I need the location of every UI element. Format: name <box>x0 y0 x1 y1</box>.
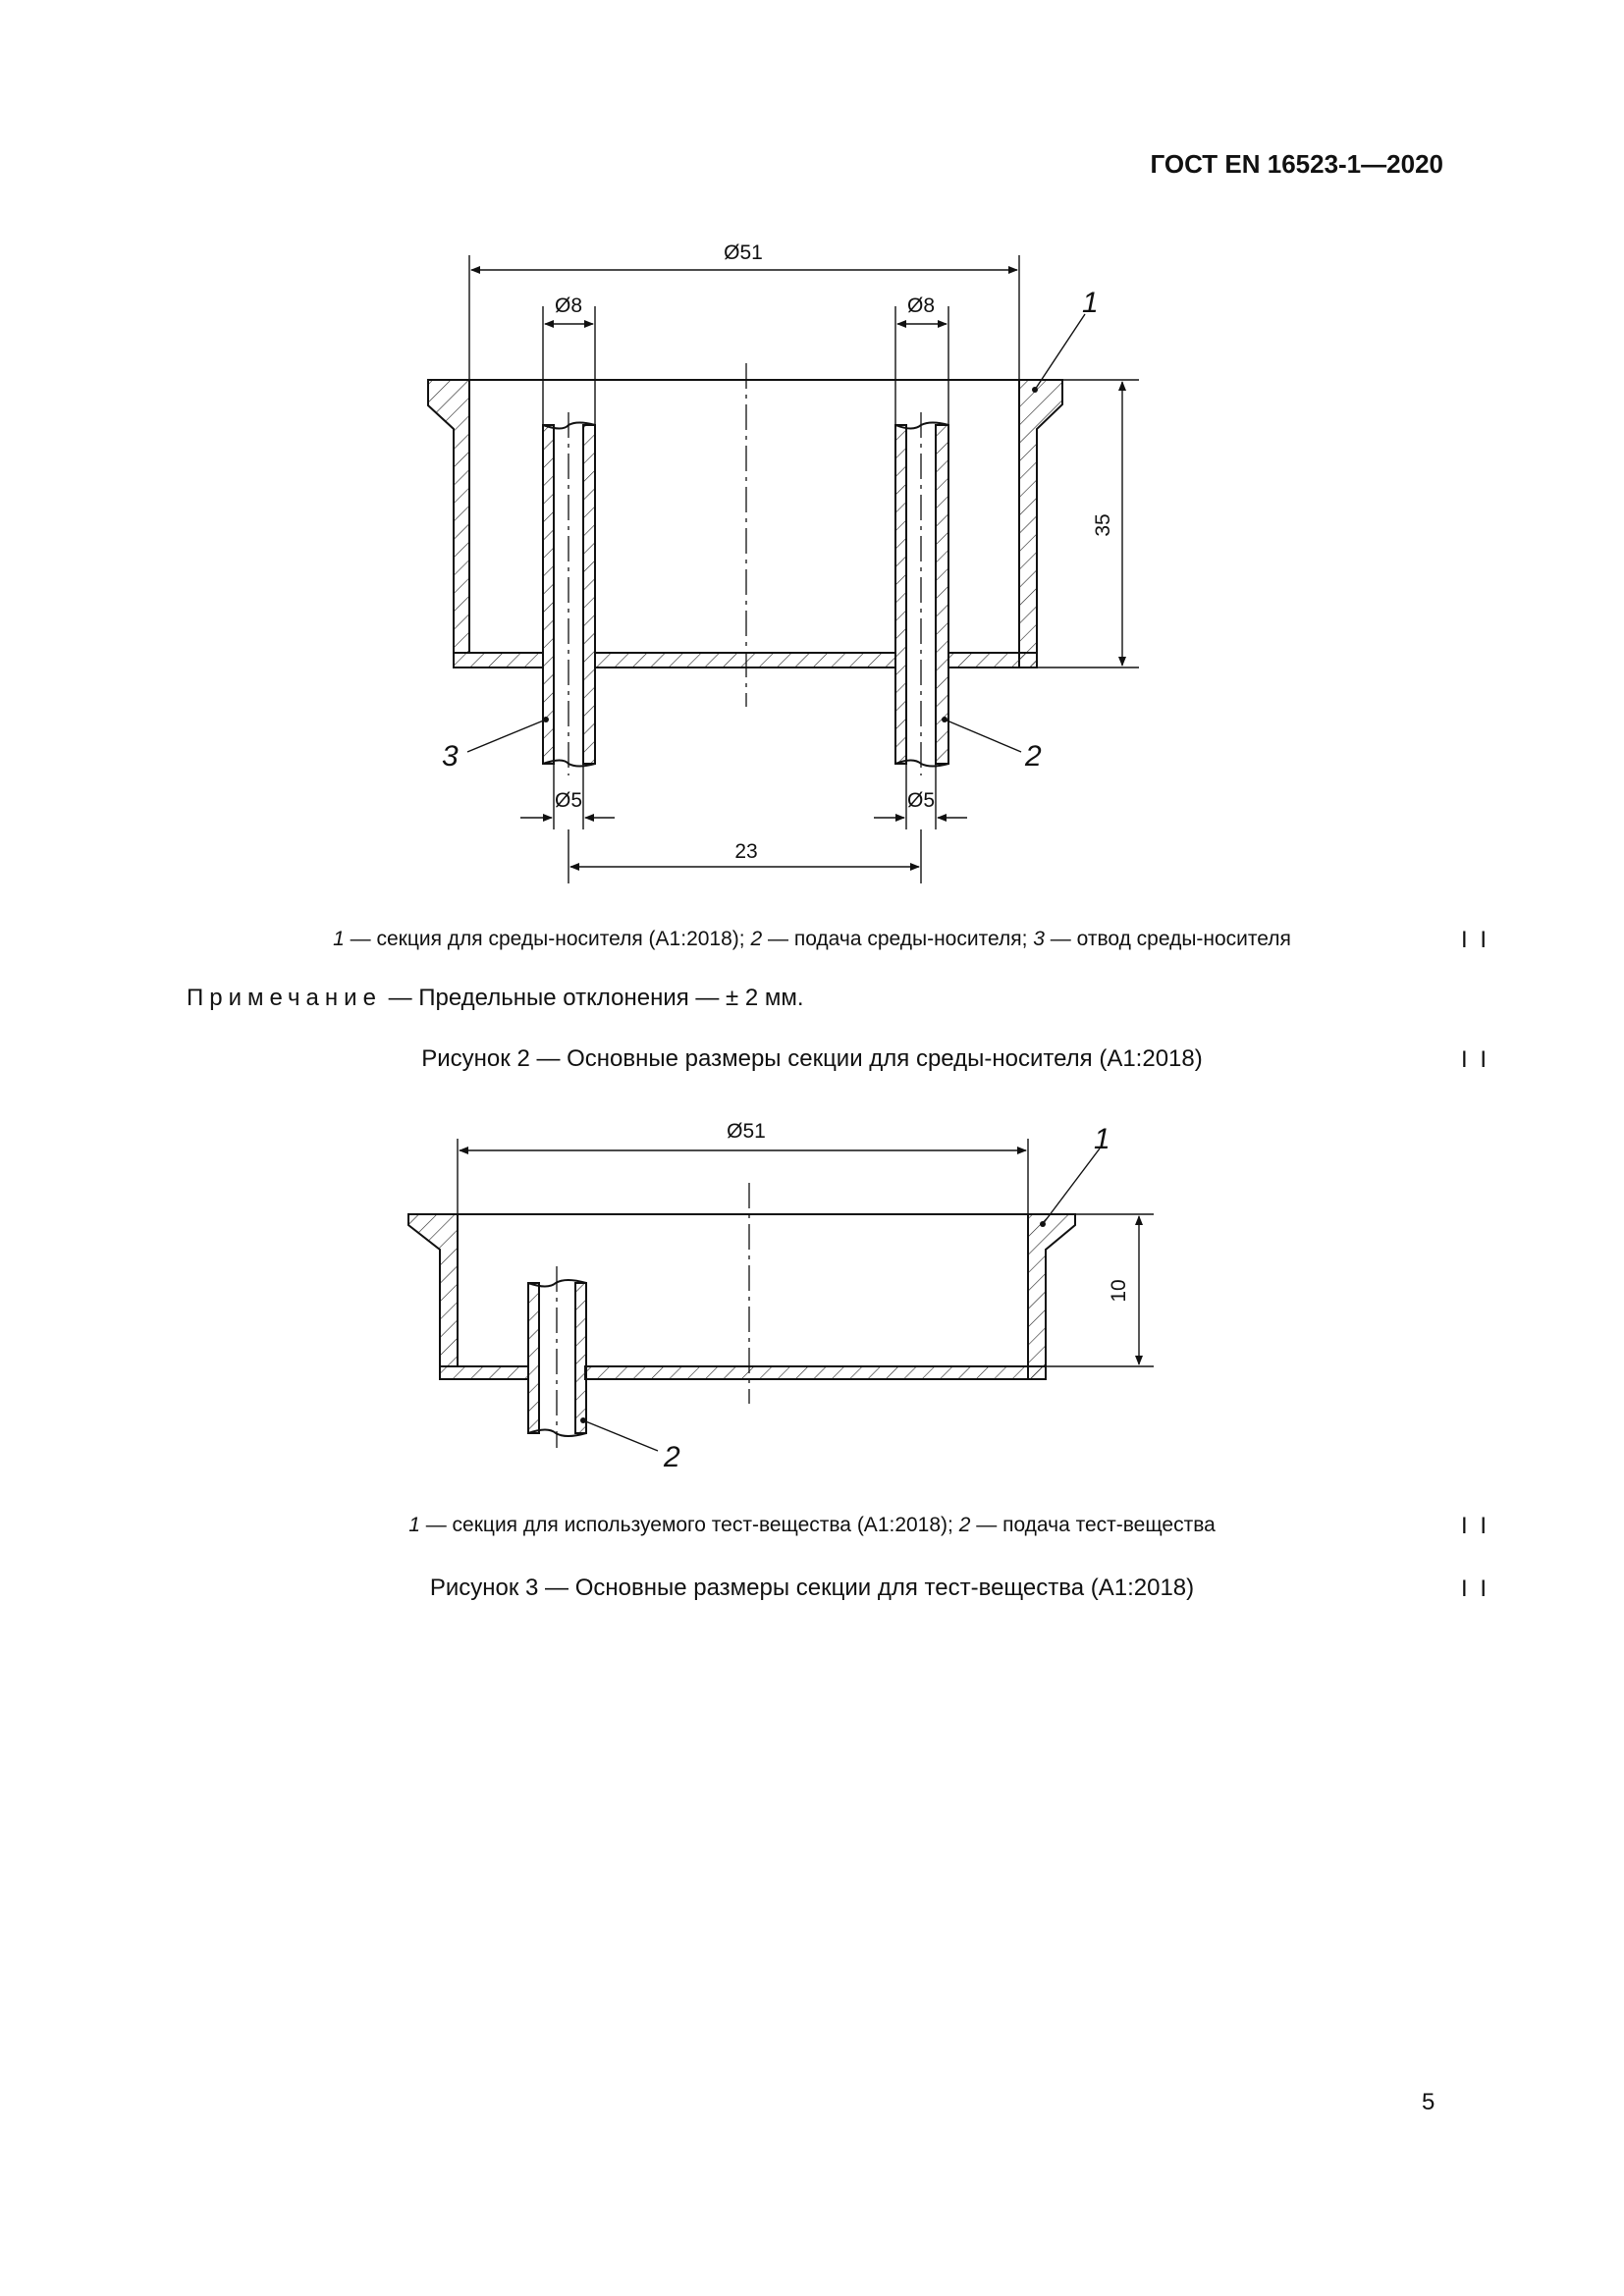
callout-2: 2 <box>664 1441 680 1473</box>
callout-1: 1 <box>1082 287 1099 319</box>
change-bar: I I <box>1461 1046 1490 1073</box>
dim-diameter-51: Ø51 <box>727 1120 766 1143</box>
dim-diameter-8-left: Ø8 <box>554 294 583 317</box>
callout-2: 2 <box>1025 740 1042 773</box>
note-label: Примечание <box>187 985 382 1011</box>
figure-2-legend: 1 — секция для среды-носителя (А1:2018); 2 — подача среды-носителя; 3 — отвод среды-носителя <box>333 928 1291 950</box>
dim-diameter-8-right: Ø8 <box>906 294 936 317</box>
figure-3-legend: 1 — секция для используемого тест-вещества (А1:2018); 2 — подача тест-вещества <box>408 1514 1216 1536</box>
figure-2-note <box>187 985 804 1012</box>
change-bar: I I <box>1461 927 1490 953</box>
dim-width-23: 23 <box>734 840 758 863</box>
figure-2-caption: Рисунок 2 — Основные размеры секции для среды-носителя (А1:2018) <box>421 1045 1203 1072</box>
figure-3-drawing <box>0 1109 1624 1492</box>
document-header: ГОСТ EN 16523-1—2020 <box>1150 149 1443 179</box>
dim-height-35: 35 <box>1092 513 1114 537</box>
dim-diameter-51: Ø51 <box>724 241 763 264</box>
dim-diameter-5-left: Ø5 <box>554 789 583 812</box>
callout-3: 3 <box>442 740 459 773</box>
page-number: 5 <box>1422 2089 1435 2115</box>
callout-1: 1 <box>1094 1123 1110 1155</box>
change-bar: I I <box>1461 1513 1490 1539</box>
change-bar: I I <box>1461 1575 1490 1602</box>
dim-height-10: 10 <box>1108 1279 1130 1303</box>
note-text: — Предельные отклонения — ± 2 мм. <box>381 985 804 1011</box>
figure-3-caption: Рисунок 3 — Основные размеры секции для тест-вещества (А1:2018) <box>429 1575 1195 1601</box>
dim-diameter-5-right: Ø5 <box>906 789 936 812</box>
figure-2-drawing <box>0 0 1624 913</box>
